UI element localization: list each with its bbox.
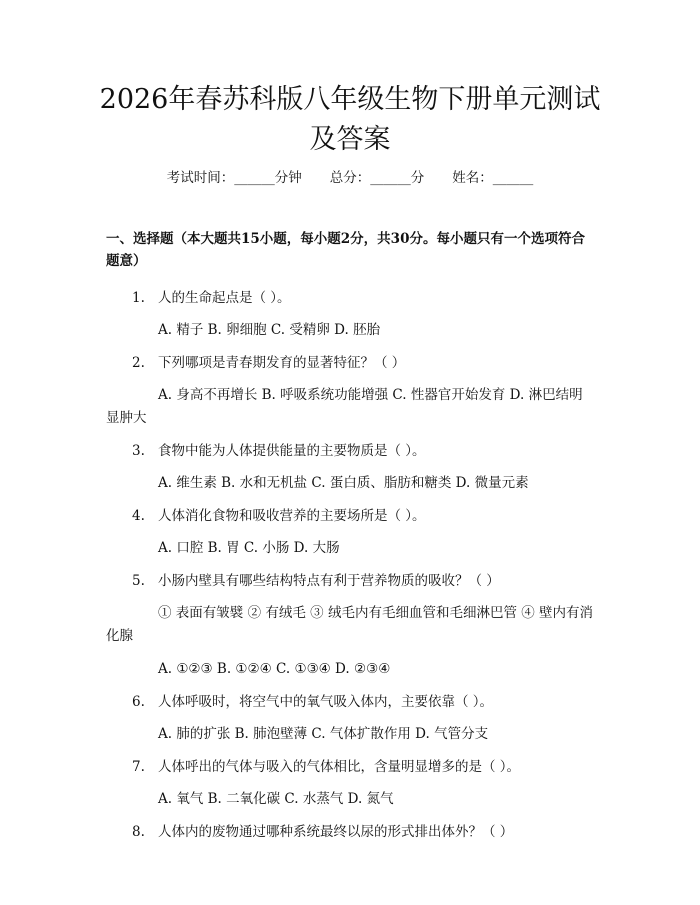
question-text: 食物中能为人体提供能量的主要物质是（ ）。 [158,443,426,459]
question-number: 7. [132,759,145,775]
question-options: A. 氧气 B. 二氧化碳 C. 水蒸气 D. 氮气 [158,791,394,807]
question-options: A. 维生素 B. 水和无机盐 C. 蛋白质、脂肪和糖类 D. 微量元素 [158,475,529,491]
question-text: 人体消化食物和吸收营养的主要场所是（ ）。 [158,508,426,524]
question-text: 小肠内壁具有哪些结构特点有利于营养物质的吸收？（ ） [158,573,500,589]
question-options: A. ①②③ B. ①②④ C. ①③④ D. ②③④ [158,661,391,677]
question-4 [106,505,596,570]
question-text: 人体呼吸时，将空气中的氧气吸入体内，主要依靠（ ）。 [158,694,494,710]
question-number: 5. [132,573,145,589]
question-8 [106,821,596,843]
total-score: 总分：______分 [329,170,425,186]
question-options: A. 身高不再增长 B. 呼吸系统功能增强 C. 性器官开始发育 D. 淋巴结明显肿大 [106,387,583,426]
question-number: 4. [132,508,145,524]
question-6 [106,691,596,756]
question-options: A. 精子 B. 卵细胞 C. 受精卵 D. 胚胎 [158,322,381,338]
document-title: 2026年春苏科版八年级生物下册单元测试及答案 [99,84,601,155]
exam-time: 考试时间：______分钟 [166,170,302,186]
question-3 [106,440,596,505]
question-2 [106,352,596,440]
question-number: 2. [132,355,145,371]
question-number: 8. [132,824,145,840]
section-title: 一、选择题（本大题共15小题，每小题2分，共30分。每小题只有一个选项符合题意） [106,231,585,269]
question-text: 人体呼出的气体与吸入的气体相比，含量明显增多的是（ ）。 [158,759,521,775]
question-statements: ① 表面有皱襞 ② 有绒毛 ③ 绒毛内有毛细血管和毛细淋巴管 ④ 壁内有消化腺 [106,605,594,644]
question-text: 人的生命起点是（ ）。 [158,290,291,306]
question-1 [106,287,596,352]
question-number: 3. [132,443,145,459]
question-text: 人体内的废物通过哪种系统最终以尿的形式排出体外？（ ） [158,824,514,840]
question-options: A. 口腔 B. 胃 C. 小肠 D. 大肠 [158,540,340,556]
exam-info [0,168,700,188]
question-list [106,287,596,843]
question-5 [106,570,596,691]
question-7 [106,756,596,821]
student-name: 姓名：______ [452,170,534,186]
question-text: 下列哪项是青春期发育的显著特征？（ ） [158,355,406,371]
question-options: A. 肺的扩张 B. 肺泡壁薄 C. 气体扩散作用 D. 气管分支 [158,726,489,742]
question-number: 6. [132,694,145,710]
question-number: 1. [132,290,145,306]
